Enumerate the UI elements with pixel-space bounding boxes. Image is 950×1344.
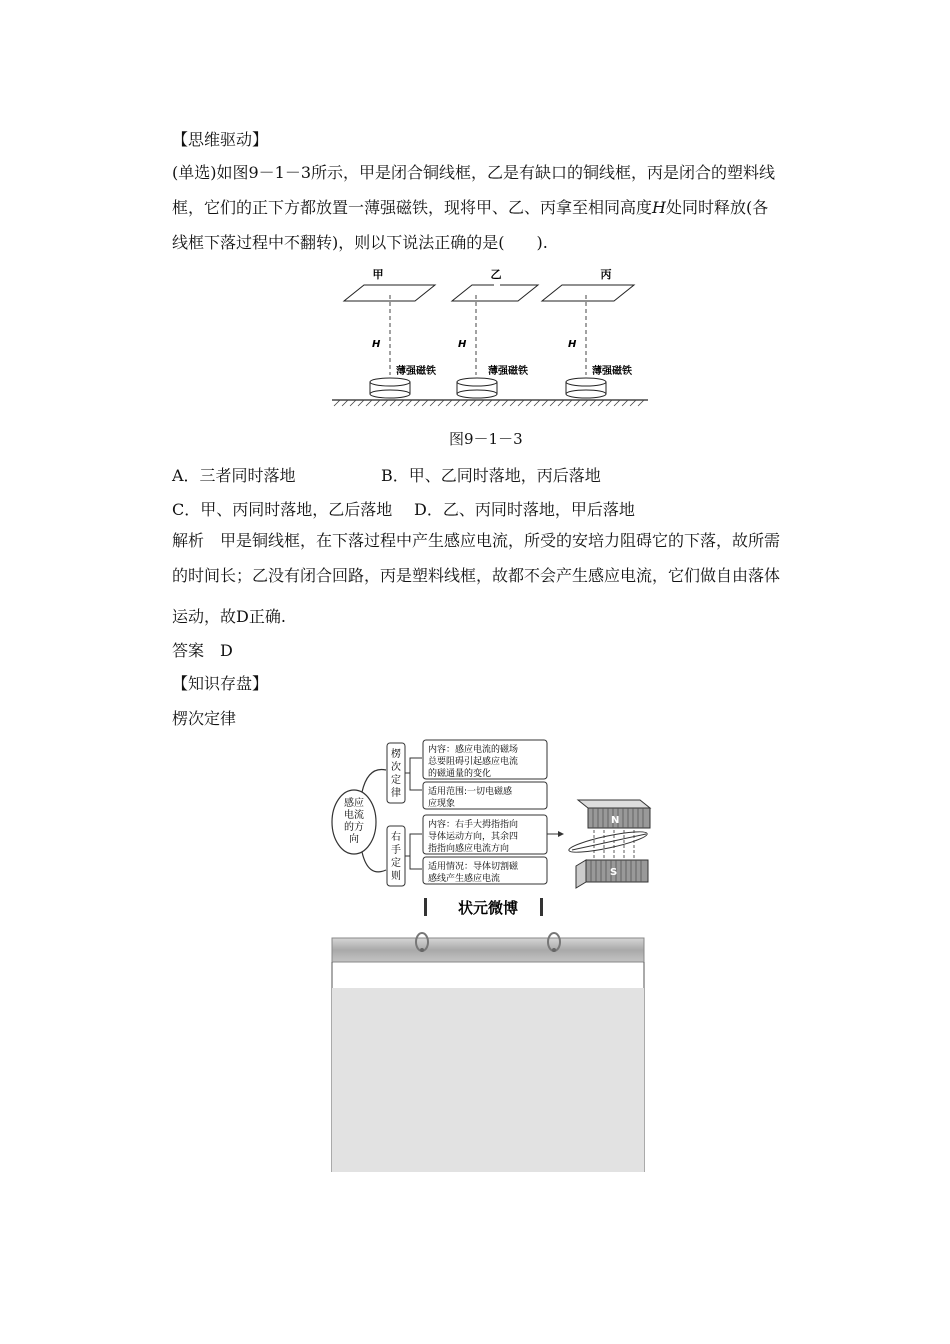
content-box-4-line-2: 感线产生感应电流	[428, 874, 501, 884]
frame-bing	[542, 285, 634, 301]
content-box-2-line-2: 应现象	[428, 799, 456, 809]
branch-lenz-char-2: 次	[391, 762, 401, 773]
height-label-2: H	[458, 339, 467, 350]
falling-frames-figure	[330, 265, 650, 415]
connector-1	[405, 758, 422, 773]
option-b: B．甲、乙同时落地，丙后落地	[381, 466, 601, 485]
pole-n-label: N	[611, 815, 620, 826]
magnet-3	[566, 378, 606, 398]
notebook-content-area	[332, 988, 644, 1172]
notebook-binding-bar	[332, 938, 644, 962]
section-heading-knowledge: 【知识存盘】	[172, 674, 269, 693]
analysis-line-2: 的时间长；乙没有闭合回路，丙是塑料线框，故都不会产生感应电流，它们做自由落体	[172, 566, 781, 585]
answer: 答案 D	[172, 641, 233, 660]
frame-label-yi: 乙	[490, 268, 502, 281]
question-line-3: 线框下落过程中不翻转)，则以下说法正确的是( ).	[172, 233, 548, 252]
question-line-2-tail: 处同时释放(各	[665, 198, 769, 217]
magnet-1	[370, 378, 410, 398]
branch-lenz-char-3: 定	[391, 775, 401, 786]
content-box-1-line-2: 总要阻碍引起感应电流	[428, 757, 519, 767]
arrow-to-lenz	[362, 769, 386, 792]
branch-lenz-char-4: 律	[391, 788, 401, 799]
content-box-3-line-2: 导体运动方向，其余四	[428, 832, 519, 842]
height-label-3: H	[568, 339, 577, 350]
center-text-1: 感应	[344, 798, 364, 809]
center-text-3: 的方	[344, 822, 364, 833]
question-line-2-text: 框，它们的正下方都放置一薄强磁铁，现将甲、乙、丙拿至相同高度	[172, 198, 653, 217]
weibo-banner-title: 状元微博	[457, 899, 519, 917]
lenz-law-concept-map	[328, 738, 658, 923]
branch-lenz-char-1: 楞	[391, 749, 401, 760]
branch-right-char-2: 手	[391, 845, 401, 856]
topic-title: 楞次定律	[172, 709, 237, 728]
analysis-line-1: 解析 甲是铜线框，在下落过程中产生感应电流，所受的安培力阻碍它的下落，故所需	[172, 531, 781, 550]
magnet-illustration	[568, 800, 650, 888]
magnet-label-1: 薄强磁铁	[396, 366, 436, 377]
content-box-4-line-1: 适用情况：导体切割磁	[428, 862, 519, 872]
frame-label-jia: 甲	[372, 268, 384, 281]
option-a: A．三者同时落地	[172, 466, 296, 485]
question-line-1: (单选)如图9－1－3所示，甲是闭合铜线框，乙是有缺口的铜线框，丙是闭合的塑料线	[172, 163, 776, 182]
content-box-3-line-1: 内容：右手大拇指指向	[428, 820, 519, 830]
pole-s-label: S	[610, 867, 618, 878]
content-box-2-line-1: 适用范围:一切电磁感	[428, 787, 513, 797]
frame-label-bing: 丙	[600, 268, 612, 281]
analysis-line-3: 运动，故D正确.	[172, 607, 286, 626]
content-box-3-line-3: 指指向感应电流方向	[428, 844, 510, 854]
height-label-1: H	[372, 339, 381, 350]
branch-right-char-3: 定	[391, 858, 401, 869]
notebook-panel	[330, 928, 646, 1174]
content-box-1-line-3: 的磁通量的变化	[428, 769, 492, 779]
connector-2	[410, 773, 422, 790]
arrow-to-right-hand	[362, 852, 386, 872]
arrowhead	[558, 831, 564, 837]
connector-3	[405, 834, 422, 856]
magnet-label-2: 薄强磁铁	[488, 366, 528, 377]
magnet-2	[457, 378, 497, 398]
option-d: D．乙、丙同时落地，甲后落地	[414, 500, 635, 519]
section-heading-thinking: 【思维驱动】	[172, 130, 269, 149]
option-c: C．甲、丙同时落地，乙后落地	[172, 500, 393, 519]
connector-4	[410, 856, 422, 869]
frame-yi	[452, 285, 538, 301]
ground	[332, 400, 648, 406]
branch-right-char-4: 则	[391, 871, 401, 882]
center-text-2: 电流	[344, 810, 364, 821]
figure-caption: 图9－1－3	[449, 430, 523, 448]
magnet-label-3: 薄强磁铁	[592, 366, 632, 377]
question-line-2	[172, 198, 768, 218]
banner-bar-left	[424, 898, 427, 916]
banner-bar-right	[540, 898, 543, 916]
content-box-1-line-1: 内容：感应电流的磁场	[428, 745, 519, 755]
height-symbol: H	[652, 198, 666, 217]
center-text-4: 向	[349, 834, 359, 845]
branch-right-char-1: 右	[391, 832, 401, 843]
